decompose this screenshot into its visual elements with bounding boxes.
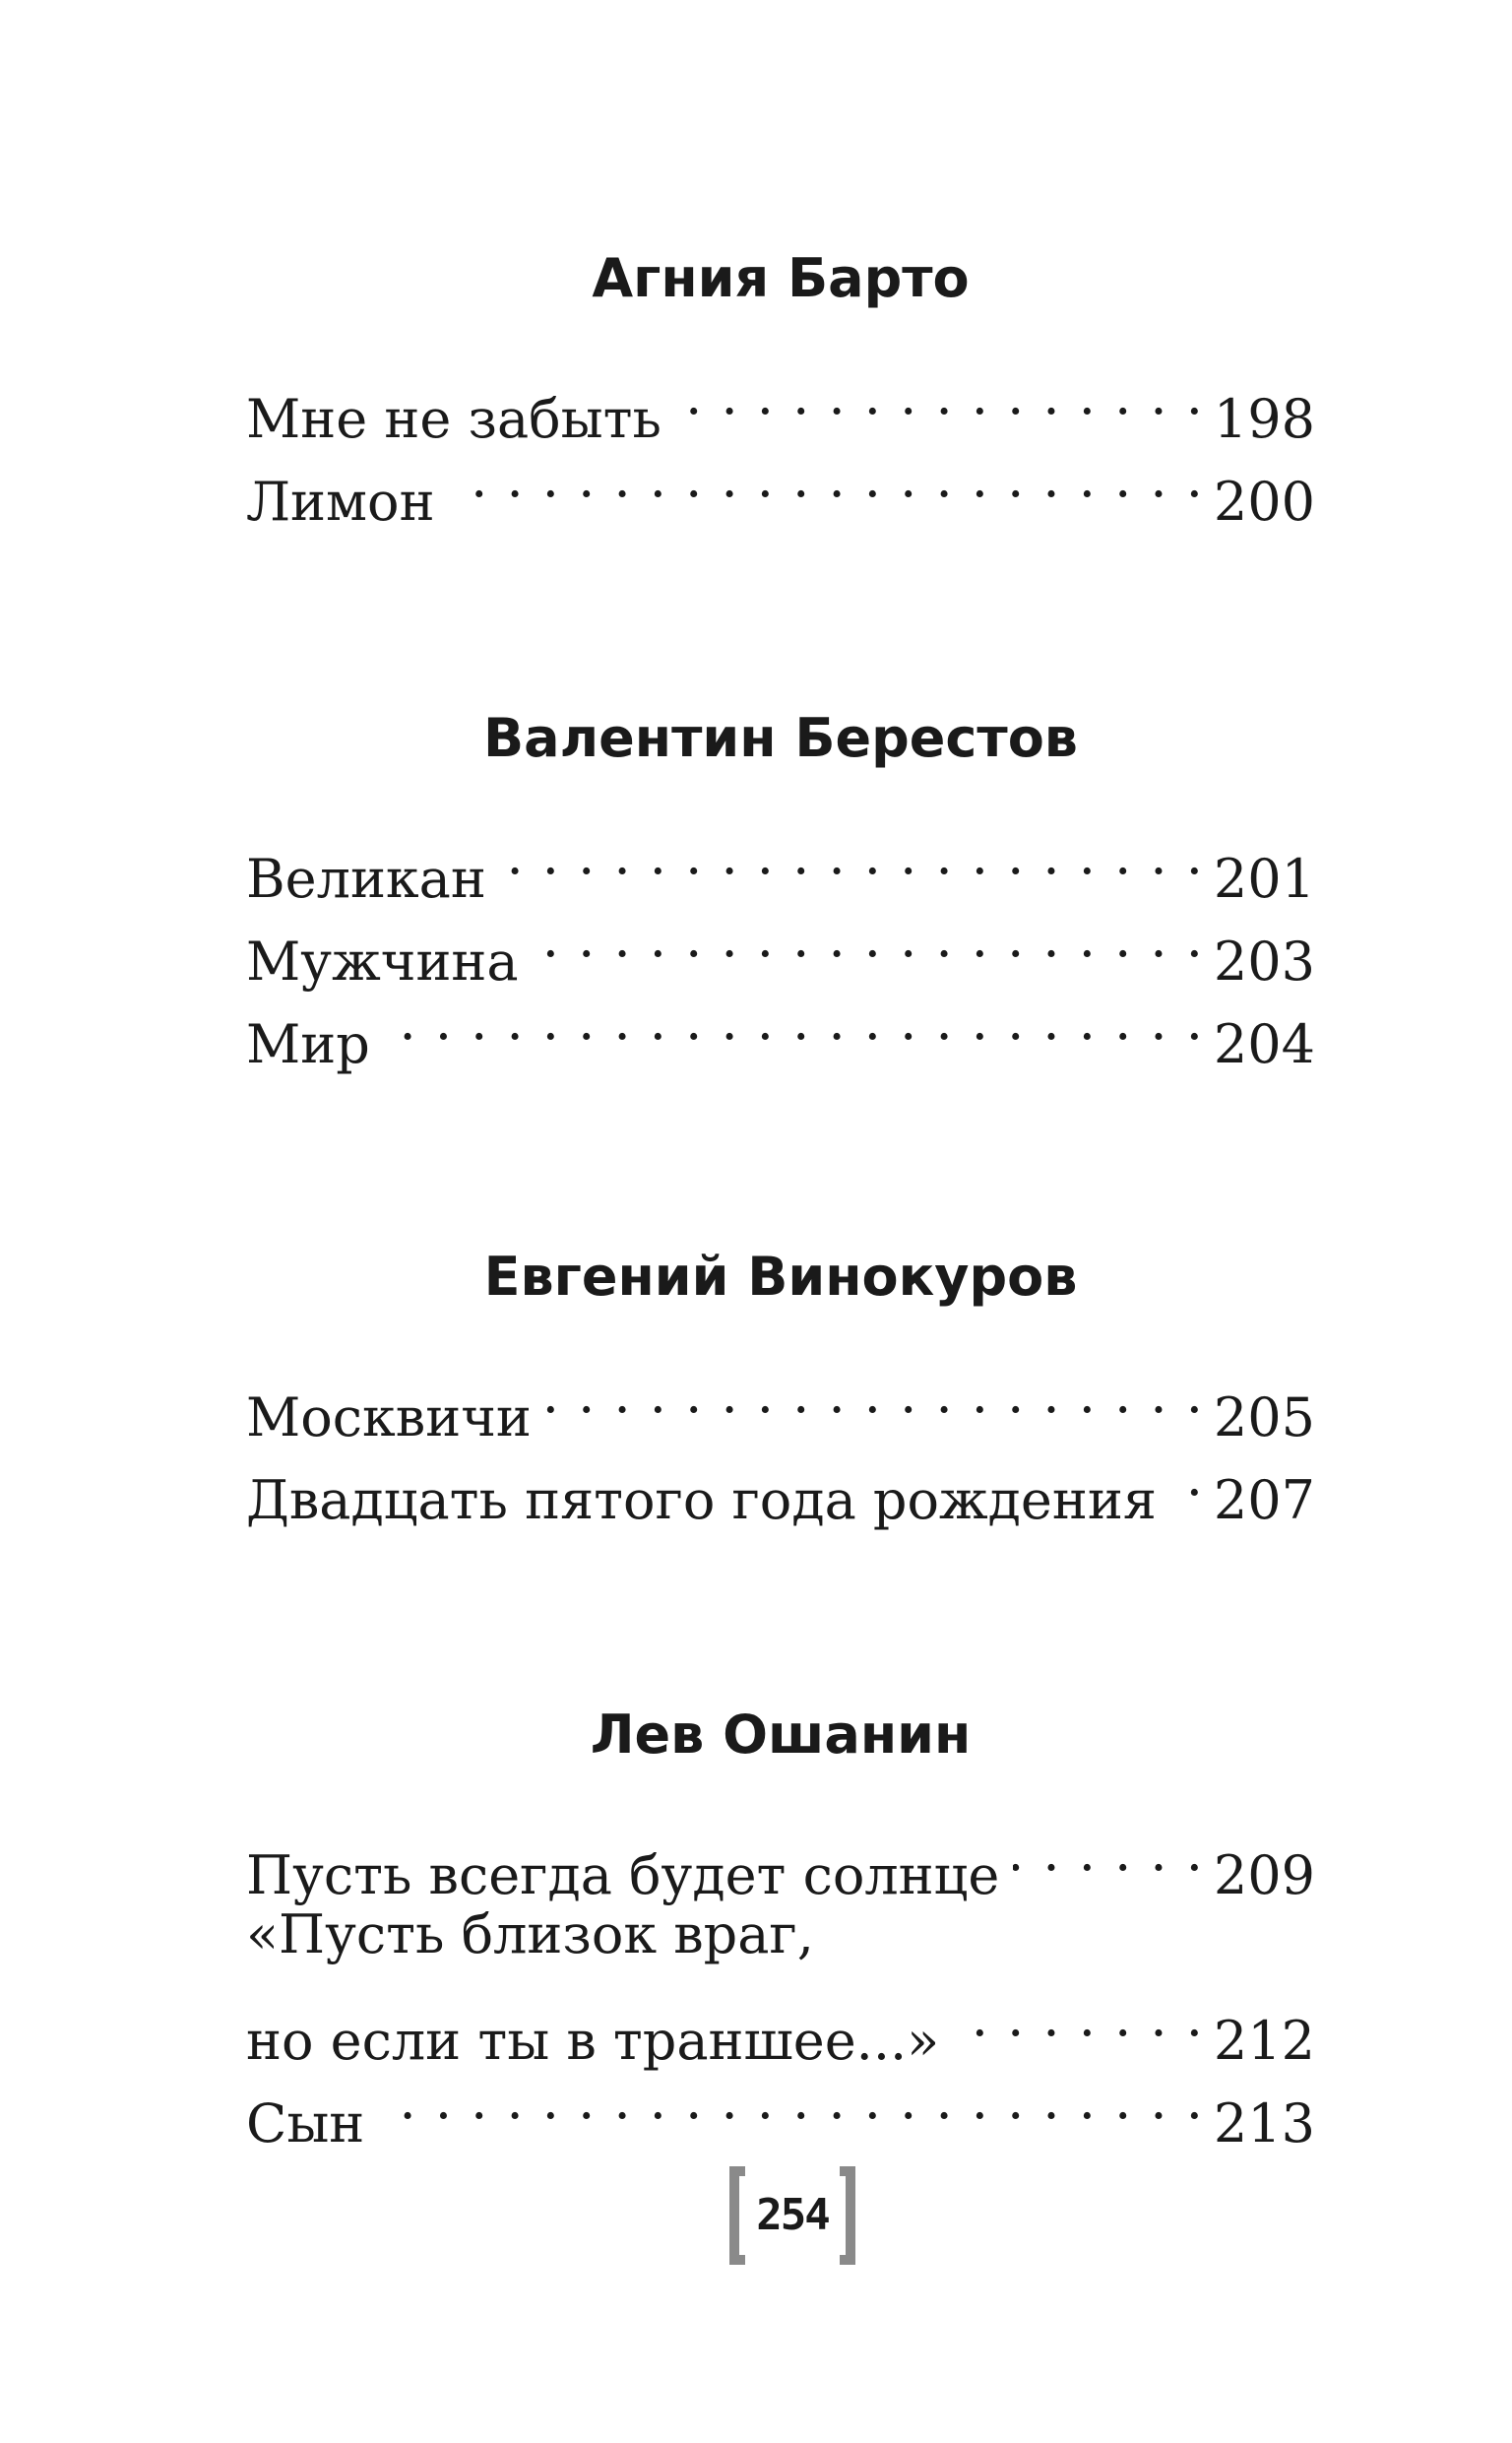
toc-entry[interactable] bbox=[246, 1353, 1315, 1448]
page-number-text: 254 bbox=[756, 2190, 829, 2240]
entry-list bbox=[246, 354, 1315, 533]
author-heading: Валентин Берестов bbox=[483, 707, 1078, 769]
dot-leader bbox=[378, 2059, 1204, 2142]
toc-entry[interactable] bbox=[246, 814, 1315, 910]
entry-page: 203 bbox=[1213, 931, 1315, 993]
page-number bbox=[729, 2166, 855, 2265]
right-bracket-icon bbox=[840, 2166, 855, 2265]
dot-leader bbox=[1170, 1436, 1204, 1518]
entry-title: Лимон bbox=[246, 471, 435, 533]
toc-entry[interactable] bbox=[246, 354, 1315, 450]
dot-leader bbox=[500, 814, 1204, 897]
entry-page: 213 bbox=[1213, 2092, 1315, 2154]
entry-page: 200 bbox=[1213, 471, 1315, 533]
toc-section-vinokurov bbox=[246, 1243, 1315, 1531]
dot-leader bbox=[449, 437, 1204, 520]
entry-title: Сын bbox=[246, 2092, 365, 2154]
entry-title: Великан bbox=[246, 848, 486, 910]
entry-page: 212 bbox=[1213, 2010, 1315, 2072]
entry-page: 198 bbox=[1213, 388, 1315, 450]
entry-list bbox=[246, 814, 1315, 1075]
dot-leader bbox=[675, 354, 1204, 437]
entry-page: 205 bbox=[1213, 1386, 1315, 1448]
toc-entry[interactable] bbox=[246, 1811, 1315, 1906]
toc-entry-first-line[interactable] bbox=[246, 1894, 1315, 1976]
toc-entry[interactable] bbox=[246, 1976, 1315, 2072]
entry-title: Мне не забыть bbox=[246, 388, 662, 450]
entry-list bbox=[246, 1811, 1315, 2154]
entry-title: Двадцать пятого года рождения bbox=[246, 1469, 1157, 1531]
dot-leader bbox=[1013, 1811, 1204, 1894]
toc-entry[interactable] bbox=[246, 2059, 1315, 2154]
entry-title: Пусть всегда будет солнце bbox=[246, 1844, 1000, 1906]
entry-list bbox=[246, 1353, 1315, 1531]
dot-leader bbox=[384, 980, 1204, 1062]
toc-entry[interactable] bbox=[246, 980, 1315, 1075]
author-heading: Лев Ошанин bbox=[590, 1704, 972, 1766]
entry-title: Москвичи bbox=[246, 1386, 532, 1448]
entry-title-continuation: но если ты в траншее...» bbox=[246, 2010, 940, 2072]
entry-page: 204 bbox=[1213, 1013, 1315, 1075]
entry-page: 209 bbox=[1213, 1844, 1315, 1906]
entry-title: Мужчина bbox=[246, 931, 519, 993]
author-heading: Агния Барто bbox=[592, 247, 970, 309]
toc-section-oshanin bbox=[246, 1701, 1315, 2154]
toc-section-barto bbox=[246, 244, 1315, 533]
toc-section-berestov bbox=[246, 704, 1315, 1075]
entry-title: Мир bbox=[246, 1013, 370, 1075]
entry-page: 207 bbox=[1213, 1469, 1315, 1531]
entry-title: «Пусть близок враг, bbox=[246, 1903, 814, 1965]
dot-leader bbox=[953, 1976, 1204, 2059]
entry-page: 201 bbox=[1213, 848, 1315, 910]
dot-leader bbox=[545, 1353, 1204, 1436]
author-heading: Евгений Винокуров bbox=[483, 1246, 1078, 1308]
dot-leader bbox=[533, 897, 1204, 980]
